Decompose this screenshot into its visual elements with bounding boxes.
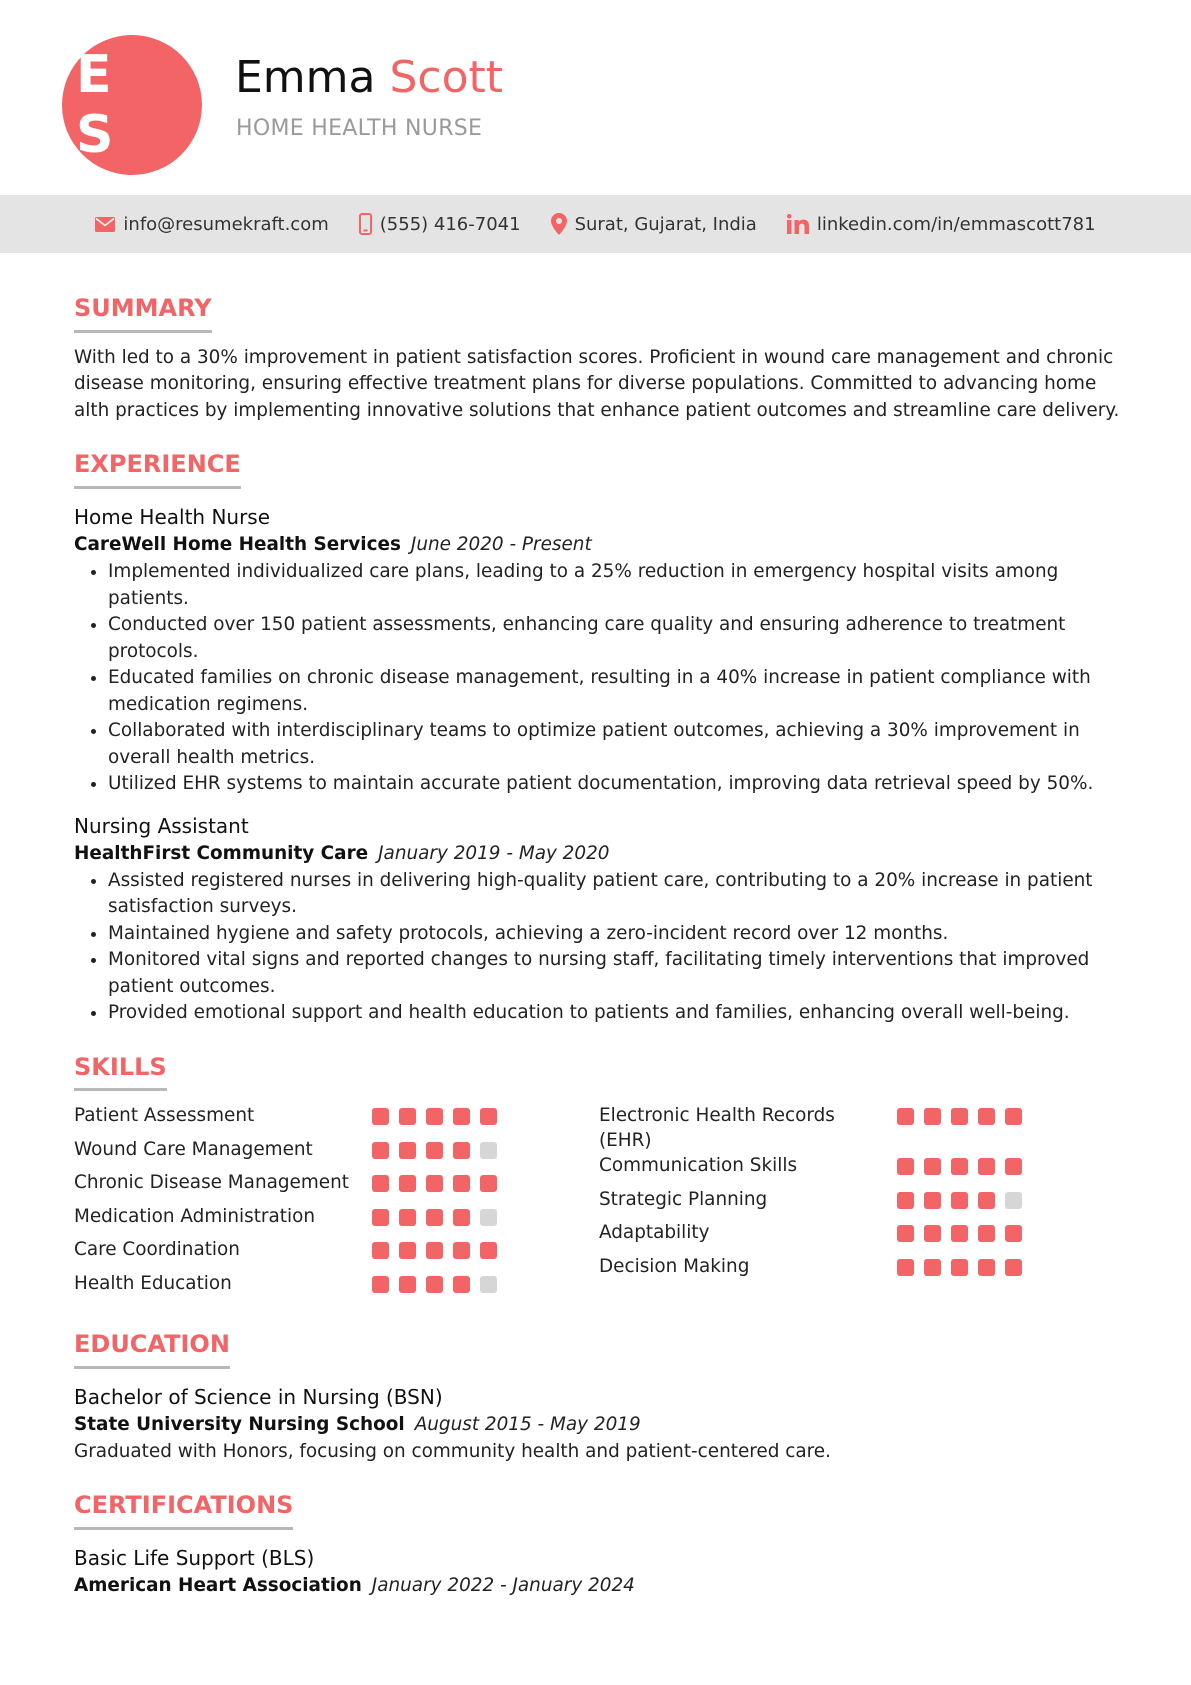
skill-rating (372, 1271, 497, 1293)
rating-dot-filled (399, 1142, 416, 1159)
rating-dot-filled (978, 1158, 995, 1175)
skill-name: Health Education (74, 1272, 232, 1294)
rating-dot-filled (453, 1175, 470, 1192)
skills-heading: SKILLS (74, 1053, 167, 1092)
education-dates: August 2015 - May 2019 (414, 1414, 641, 1436)
rating-dot-filled (924, 1192, 941, 1209)
rating-dot-filled (399, 1209, 416, 1226)
resume-content (74, 294, 1124, 1626)
rating-dot-filled (372, 1108, 389, 1125)
rating-dot-filled (399, 1175, 416, 1192)
skill-name: Wound Care Management (74, 1138, 313, 1160)
experience-section (74, 450, 1124, 1026)
phone-icon (359, 213, 372, 235)
email-icon (95, 217, 115, 232)
skill-name: Adaptability (599, 1222, 710, 1244)
rating-dot-filled (480, 1242, 497, 1259)
bullet-item: • Implemented individualized care plans, leading to a 25% reduction in emergency hospital visits among patients. (108, 559, 1124, 612)
rating-dot-filled (426, 1242, 443, 1259)
contact-linkedin[interactable] (787, 214, 1096, 235)
rating-dot-empty (480, 1276, 497, 1293)
job-entry (74, 812, 1124, 1027)
rating-dot-filled (399, 1242, 416, 1259)
rating-dot-filled (372, 1209, 389, 1226)
skill-row (599, 1254, 1124, 1288)
rating-dot-filled (453, 1242, 470, 1259)
company-name: CareWell Home Health Services (74, 534, 401, 556)
experience-heading: EXPERIENCE (74, 450, 241, 489)
first-name: Emma (235, 52, 376, 103)
rating-dot-filled (426, 1276, 443, 1293)
skill-name: Electronic Health Records (EHR) (599, 1105, 835, 1152)
resume-header (0, 0, 1191, 195)
bullet-item: • Assisted registered nurses in delivering high-quality patient care, contributing to a 20% increase in patient satisfaction surveys. (108, 868, 1124, 921)
skill-rating (897, 1187, 1022, 1209)
contact-email[interactable] (95, 214, 328, 235)
phone-text: (555) 416-7041 (379, 213, 521, 235)
rating-dot-filled (372, 1276, 389, 1293)
rating-dot-filled (399, 1276, 416, 1293)
linkedin-text: linkedin.com/in/emmascott781 (816, 213, 1096, 235)
skill-name: Decision Making (599, 1255, 750, 1277)
education-description: Graduated with Honors, focusing on community health and patient-centered care. (74, 1441, 831, 1463)
bullet-item: • Conducted over 150 patient assessments, enhancing care quality and ensuring adherence to treatment protocols. (108, 612, 1124, 665)
location-text: Surat, Gujarat, India (574, 213, 757, 235)
job-entry (74, 503, 1124, 798)
job-title: Home Health Nurse (74, 505, 271, 530)
rating-dot-filled (978, 1192, 995, 1209)
company-line (74, 840, 1124, 868)
rating-dot-empty (480, 1142, 497, 1159)
initials-text: E S (76, 45, 128, 165)
skill-name: Chronic Disease Management (74, 1172, 349, 1194)
skill-row (74, 1137, 599, 1171)
skill-row (74, 1271, 599, 1305)
skills-column-right (599, 1103, 1124, 1304)
rating-dot-filled (426, 1108, 443, 1125)
summary-heading: SUMMARY (74, 294, 212, 333)
rating-dot-empty (1005, 1192, 1022, 1209)
education-heading: EDUCATION (74, 1330, 230, 1369)
rating-dot-filled (924, 1108, 941, 1125)
rating-dot-filled (453, 1108, 470, 1125)
certifications-section (74, 1491, 1124, 1600)
skill-rating (372, 1137, 497, 1159)
rating-dot-filled (951, 1158, 968, 1175)
contact-phone[interactable] (359, 213, 521, 235)
rating-dot-filled (426, 1142, 443, 1159)
skill-name: Communication Skills (599, 1155, 798, 1177)
rating-dot-filled (453, 1142, 470, 1159)
summary-section (74, 294, 1124, 424)
rating-dot-filled (1005, 1158, 1022, 1175)
school-line (74, 1411, 1124, 1439)
certification-name: Basic Life Support (BLS) (74, 1545, 315, 1570)
bullet-item: • Monitored vital signs and reported changes to nursing staff, facilitating timely interventions that improved patient outcomes. (108, 947, 1124, 1000)
rating-dot-filled (1005, 1259, 1022, 1276)
rating-dot-filled (951, 1225, 968, 1242)
rating-dot-filled (897, 1158, 914, 1175)
rating-dot-filled (1005, 1108, 1022, 1125)
rating-dot-filled (978, 1259, 995, 1276)
summary-text: With led to a 30% improvement in patient satisfaction scores. Proficient in wound care management and chronic disease monitoring, ensuring effective treatment plans for diverse populations. Committed to advancing home alth practices by implementing innovative solutions that enhance patient outcomes and streamline care delivery. (74, 346, 1120, 421)
skill-name: Medication Administration (74, 1205, 315, 1227)
rating-dot-filled (372, 1142, 389, 1159)
location-pin-icon (551, 213, 567, 235)
job-title: Nursing Assistant (74, 813, 249, 838)
bullet-item: • Maintained hygiene and safety protocols, achieving a zero-incident record over 12 months. (108, 921, 1124, 948)
company-line (74, 531, 1124, 559)
skill-name: Care Coordination (74, 1239, 240, 1261)
rating-dot-filled (897, 1108, 914, 1125)
email-text: info@resumekraft.com (123, 213, 329, 235)
skill-rating (372, 1204, 497, 1226)
contact-location (551, 213, 757, 235)
bullet-item: • Utilized EHR systems to maintain accurate patient documentation, improving data retrieval speed by 50%. (108, 771, 1124, 798)
skill-row (74, 1204, 599, 1238)
skills-section (74, 1053, 1124, 1305)
skill-rating (372, 1170, 497, 1192)
skill-rating (897, 1254, 1022, 1276)
rating-dot-filled (897, 1225, 914, 1242)
certification-dates: January 2022 - January 2024 (371, 1574, 635, 1596)
rating-dot-filled (978, 1225, 995, 1242)
rating-dot-filled (453, 1209, 470, 1226)
certification-issuer-line (74, 1572, 1124, 1600)
job-dates: June 2020 - Present (410, 534, 592, 556)
company-name: HealthFirst Community Care (74, 842, 369, 864)
skill-name: Patient Assessment (74, 1105, 255, 1127)
skills-column-left (74, 1103, 599, 1304)
rating-dot-filled (399, 1108, 416, 1125)
skill-rating (897, 1153, 1022, 1175)
rating-dot-filled (978, 1108, 995, 1125)
rating-dot-filled (951, 1259, 968, 1276)
education-section (74, 1330, 1124, 1465)
rating-dot-filled (951, 1108, 968, 1125)
job-bullets (74, 559, 1124, 798)
degree-title: Bachelor of Science in Nursing (BSN) (74, 1385, 443, 1410)
skill-row (599, 1187, 1124, 1221)
job-title: HOME HEALTH NURSE (236, 116, 483, 141)
rating-dot-filled (480, 1108, 497, 1125)
rating-dot-filled (1005, 1225, 1022, 1242)
job-dates: January 2019 - May 2020 (378, 842, 610, 864)
contact-bar (0, 195, 1191, 253)
skill-rating (372, 1103, 497, 1125)
job-bullets (74, 868, 1124, 1027)
skill-name: Strategic Planning (599, 1188, 768, 1210)
skill-rating (897, 1103, 1022, 1125)
bullet-item: • Provided emotional support and health education to patients and families, enhancing overall well-being. (108, 1000, 1124, 1027)
skill-rating (372, 1237, 497, 1259)
skill-rating (897, 1220, 1022, 1242)
certification-issuer: American Heart Association (74, 1574, 362, 1596)
rating-dot-filled (924, 1225, 941, 1242)
skills-grid (74, 1103, 1124, 1304)
rating-dot-filled (897, 1192, 914, 1209)
skill-row (74, 1237, 599, 1271)
rating-dot-empty (480, 1209, 497, 1226)
rating-dot-filled (426, 1175, 443, 1192)
skill-row (599, 1220, 1124, 1254)
rating-dot-filled (426, 1209, 443, 1226)
rating-dot-filled (480, 1175, 497, 1192)
skill-row (74, 1170, 599, 1204)
rating-dot-filled (924, 1259, 941, 1276)
school-name: State University Nursing School (74, 1414, 405, 1436)
rating-dot-filled (453, 1276, 470, 1293)
skill-row (599, 1153, 1124, 1187)
rating-dot-filled (951, 1192, 968, 1209)
skill-row (74, 1103, 599, 1137)
rating-dot-filled (372, 1175, 389, 1192)
full-name (235, 52, 504, 103)
bullet-item: • Educated families on chronic disease management, resulting in a 40% increase in patient compliance with medication regimens. (108, 665, 1124, 718)
linkedin-icon (787, 214, 809, 234)
certifications-heading: CERTIFICATIONS (74, 1491, 293, 1530)
bullet-item: • Collaborated with interdisciplinary teams to optimize patient outcomes, achieving a 30% improvement in overall health metrics. (108, 718, 1124, 771)
rating-dot-filled (924, 1158, 941, 1175)
last-name: Scott (389, 52, 504, 103)
initials-avatar (62, 35, 202, 175)
rating-dot-filled (897, 1259, 914, 1276)
rating-dot-filled (372, 1242, 389, 1259)
skill-row (599, 1103, 1124, 1153)
